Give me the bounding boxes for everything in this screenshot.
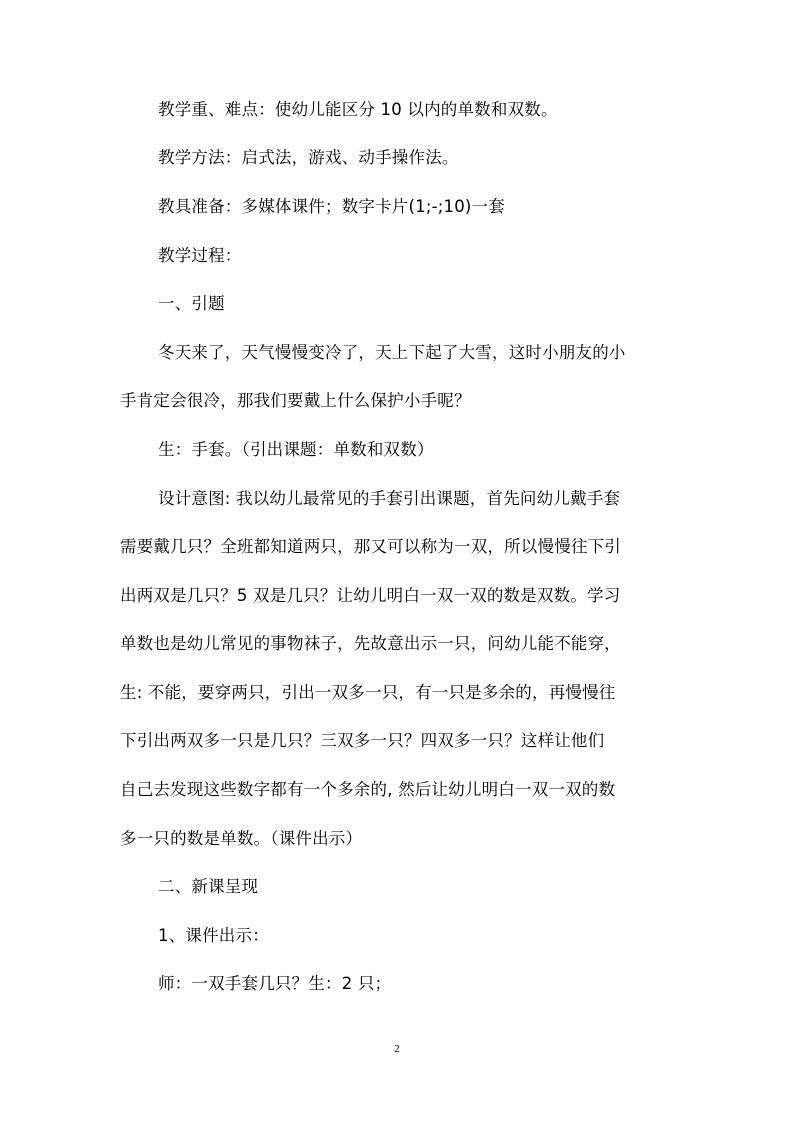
dialogue-line: 师：一双手套几只？生：2 只； <box>158 974 392 993</box>
section-heading-new-lesson: 二、新课呈现 <box>158 877 259 896</box>
paragraph-line: 手肯定会很冷，那我们要戴上什么保护小手呢？ <box>120 391 471 410</box>
page-number: 2 <box>394 1043 400 1055</box>
paragraph-line: 需要戴几只？全班都知道两只，那又可以称为一双，所以慢慢往下引 <box>120 537 621 556</box>
list-item: 1、课件出示： <box>158 926 269 945</box>
paragraph-key-points: 教学重、难点：使幼儿能区分 10 以内的单数和双数。 <box>158 100 558 119</box>
paragraph-line: 自己去发现这些数字都有一个多余的, 然后让幼儿明白一双一双的数 <box>120 780 616 799</box>
section-heading-introduction: 一、引题 <box>158 294 225 313</box>
paragraph-line: 出两双是几只？5 双是几只？让幼儿明白一双一双的数是双数。学习 <box>120 586 621 605</box>
paragraph-teaching-methods: 教学方法：启式法，游戏、动手操作法。 <box>158 148 459 167</box>
heading-teaching-process: 教学过程： <box>158 246 242 265</box>
paragraph-line: 生: 不能，要穿两只，引出一双多一只，有一只是多余的，再慢慢往 <box>120 683 616 702</box>
paragraph-line: 单数也是幼儿常见的事物袜子，先故意出示一只，问幼儿能不能穿， <box>120 634 621 653</box>
paragraph-line: 设计意图: 我以幼儿最常见的手套引出课题，首先问幼儿戴手套 <box>158 489 621 508</box>
paragraph-line: 冬天来了，天气慢慢变冷了，天上下起了大雪，这时小朋友的小 <box>158 343 626 362</box>
paragraph-line: 生：手套。（引出课题：单数和双数） <box>158 440 434 459</box>
paragraph-line: 多一只的数是单数。（课件出示） <box>120 829 363 848</box>
paragraph-teaching-aids: 教具准备：多媒体课件；数字卡片(1;-;10)一套 <box>158 197 505 216</box>
paragraph-line: 下引出两双多一只是几只？三双多一只？四双多一只？这样让他们 <box>120 731 605 750</box>
